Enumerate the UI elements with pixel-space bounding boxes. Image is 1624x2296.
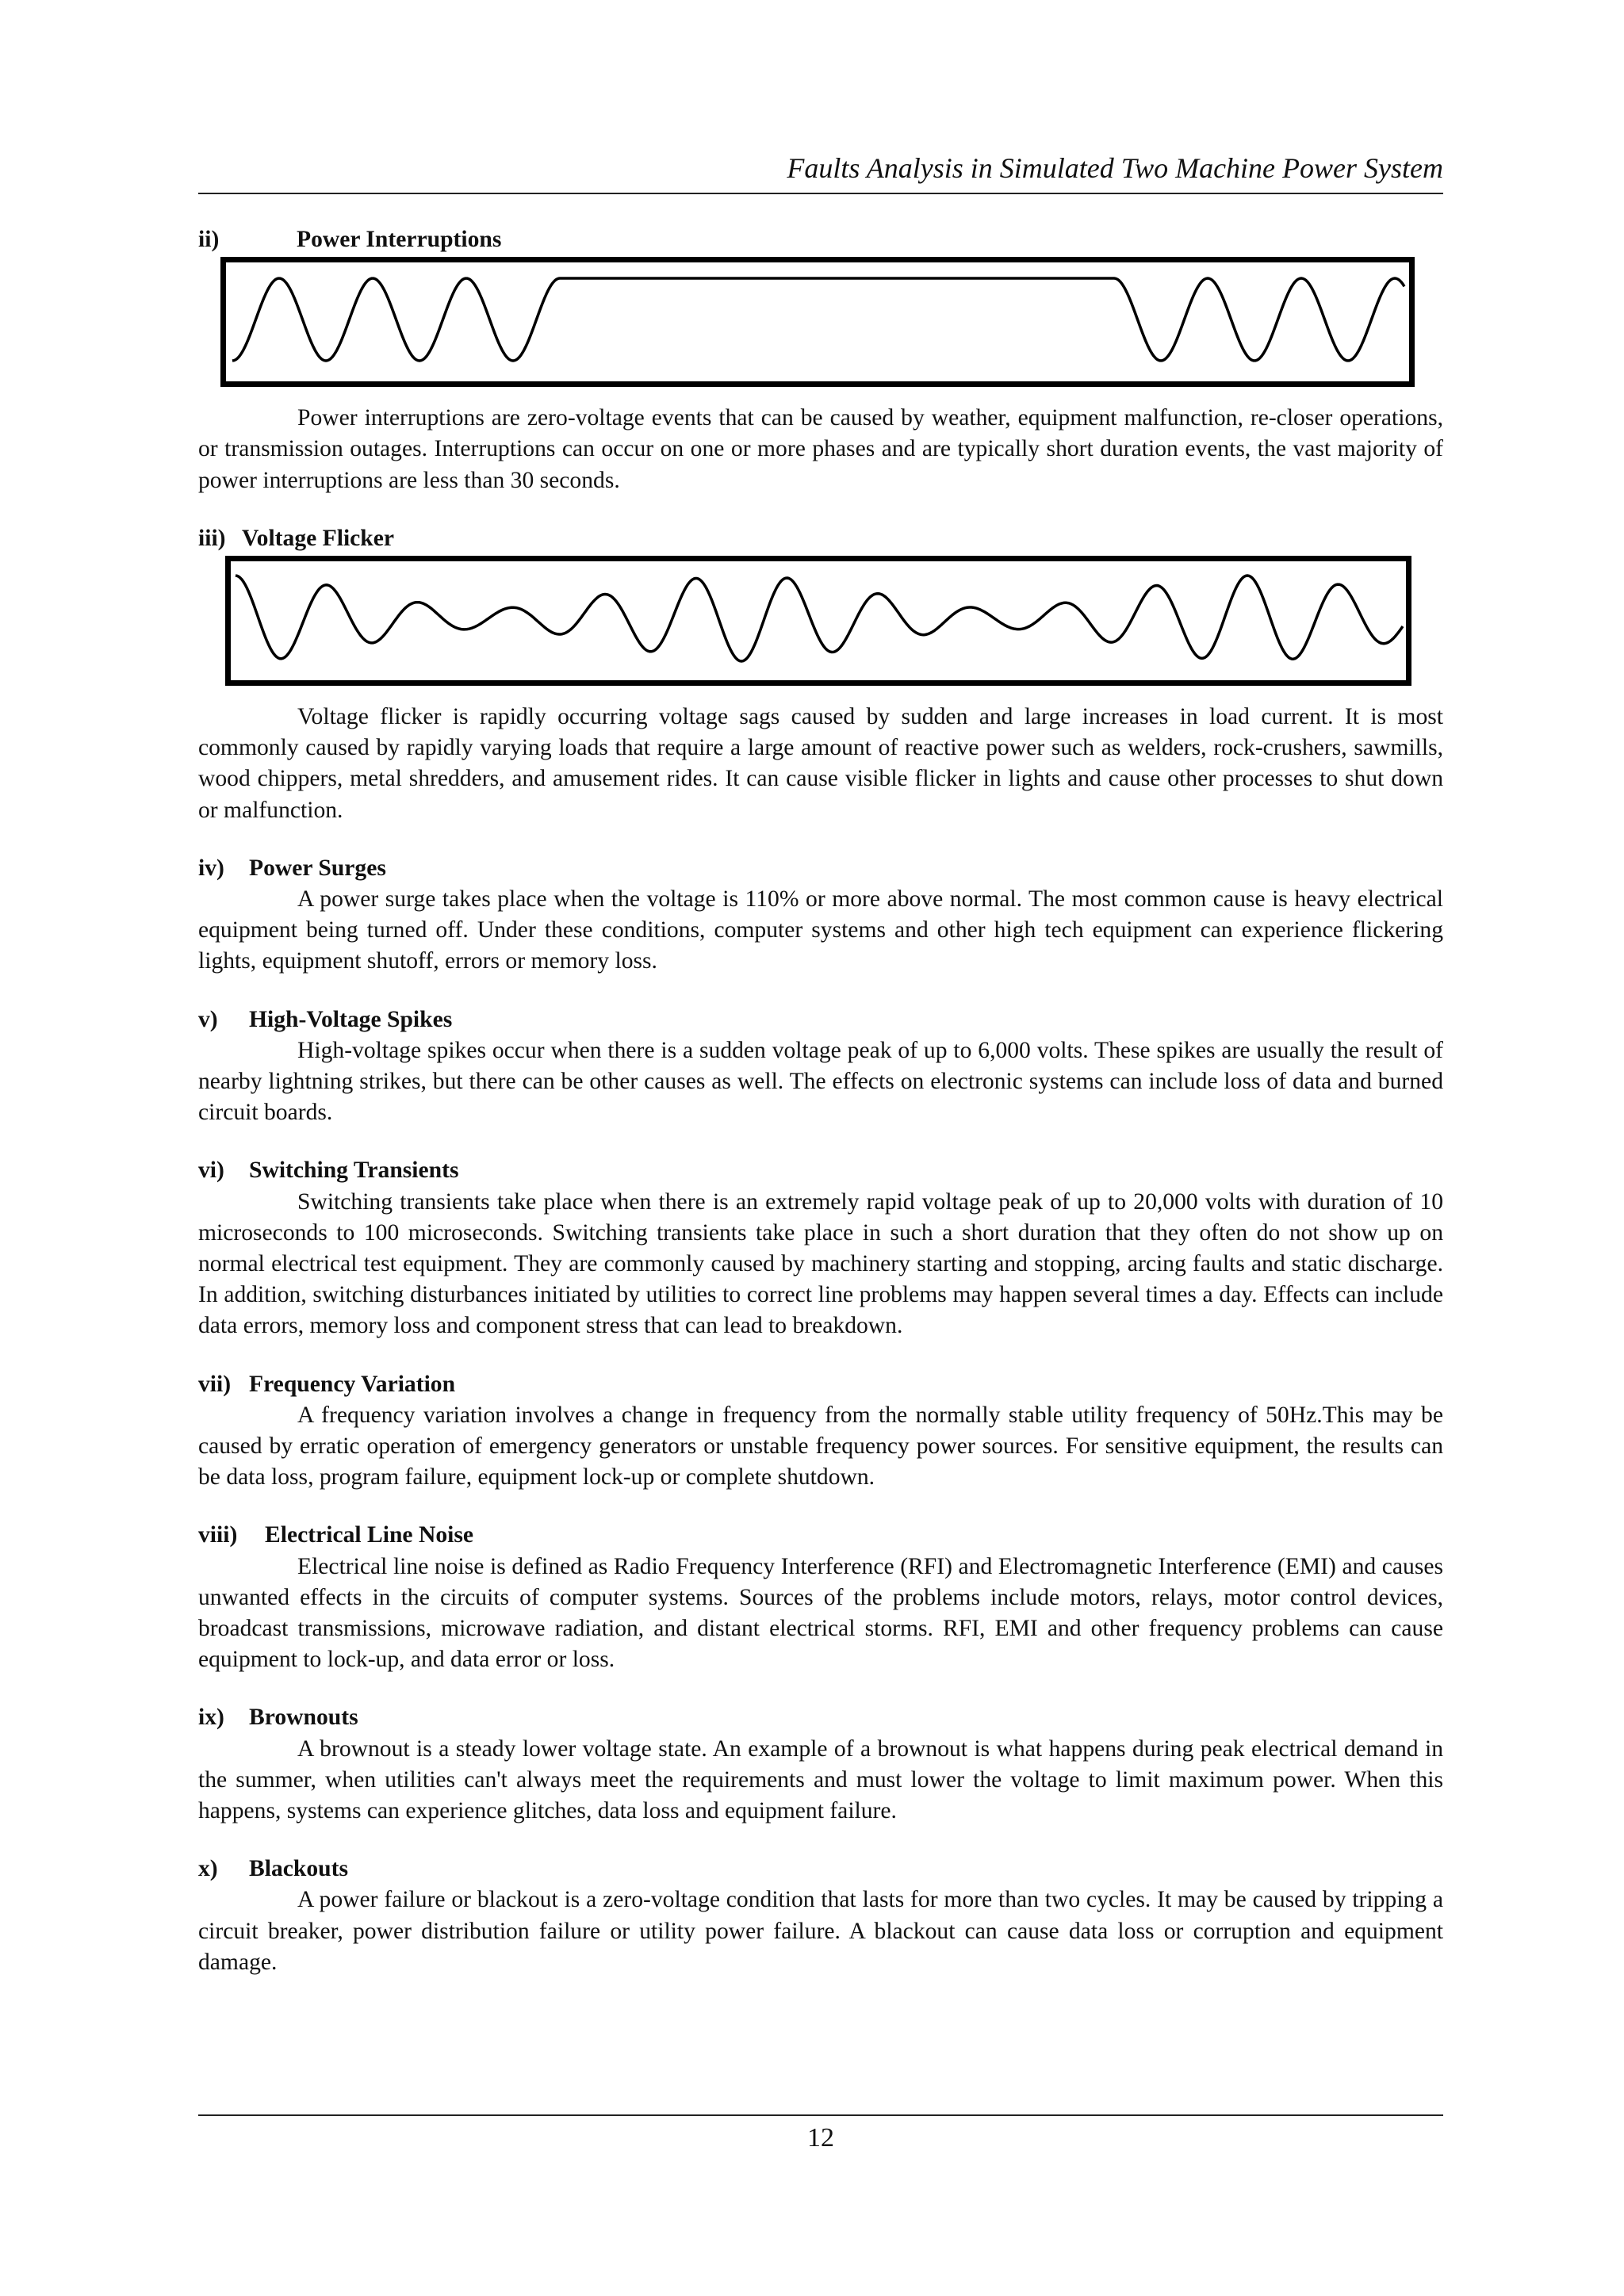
section-title: Brownouts (249, 1705, 358, 1731)
section-title: Switching Transients (249, 1158, 459, 1184)
section-body: A frequency variation involves a change in frequency from the normally stable utility frequency of 50Hz.This may be caused by erratic operation of emergency generators or unstable frequency power sources. For sensitive equipment, the results can be data loss, program failure, equipment lock-up or complete shutdown. (198, 1402, 1443, 1490)
section-body: Switching transients take place when there is an extremely rapid voltage peak of up to 20,000 volts with duration of 10 microseconds to 100 microseconds. Switching transients take place in such a short duration that they often do not show up on normal electrical test equipment. They are commonly caused by machinery starting and stopping, arcing faults and static discharge. In addition, switching disturbances initiated by utilities to correct line problems may happen several times a day. Effects can include data errors, memory loss and component stress that can lead to breakdown. (198, 1188, 1443, 1339)
section-title: High-Voltage Spikes (249, 1006, 453, 1032)
page-content (198, 224, 1443, 1978)
section-body: A power failure or blackout is a zero-voltage condition that lasts for more than two cycles. It may be caused by tripping a circuit breaker, power distribution failure or utility power failure. A blackout can cause data loss or corruption and equipment damage. (198, 1887, 1443, 1975)
section-body: Power interruptions are zero-voltage events that can be caused by weather, equipment malfunction, re-closer operations, or transmission outages. Interruptions can occur on one or more phases and are typically short duration events, the vast majority of power interruptions are less than 30 seconds. (198, 405, 1443, 493)
section-number: viii) (198, 1522, 238, 1548)
section-heading (198, 1854, 1443, 1885)
section-number: ii) (198, 227, 220, 252)
flicker-waveform-figure (225, 556, 1411, 686)
section-heading (198, 1155, 1443, 1186)
section-heading (198, 523, 1443, 554)
section-heading (198, 1702, 1443, 1733)
section-number: iii) (198, 525, 226, 551)
section-power-interruptions (198, 224, 1443, 496)
section-title: Power Interruptions (297, 227, 502, 252)
section-title: Frequency Variation (249, 1371, 456, 1397)
section-frequency-variation (198, 1369, 1443, 1494)
section-power-surges (198, 853, 1443, 978)
section-body: Voltage flicker is rapidly occurring voltage sags caused by sudden and large increases in load current. It is most commonly caused by rapidly varying loads that require a large amount of reactive power such as welders, rock-crushers, sawmills, wood chippers, metal shredders, and amusement rides. It can cause visible flicker in lights and cause other processes to shut down or malfunction. (198, 703, 1443, 823)
interruption-waveform-line (232, 278, 1404, 361)
section-number: vi) (198, 1158, 224, 1184)
section-body: A power surge takes place when the voltage is 110% or more above normal. The most common cause is heavy electrical equipment being turned off. Under these conditions, computer systems and other high tech equipment can experience flickering lights, equipment shutoff, errors or memory loss. (198, 886, 1443, 974)
section-title: Blackouts (249, 1856, 348, 1882)
page-number: 12 (807, 2123, 834, 2152)
section-number: iv) (198, 855, 224, 881)
section-switching-transients (198, 1155, 1443, 1341)
section-heading (198, 853, 1443, 884)
section-blackouts (198, 1854, 1443, 1978)
document-page (198, 0, 1443, 2296)
section-number: ix) (198, 1705, 224, 1731)
section-heading (198, 1369, 1443, 1400)
interruption-waveform (226, 262, 1409, 381)
section-title: Power Surges (249, 855, 386, 881)
section-electrical-line-noise (198, 1520, 1443, 1675)
section-number: x) (198, 1856, 218, 1882)
section-body: Electrical line noise is defined as Radio Frequency Interference (RFI) and Electromagnetic Interference (EMI) and causes unwanted effects in the circuits of computer systems. Sources of the problems include motors, relays, motor control devices, broadcast transmissions, microwave radiation, and distant electrical storms. RFI, EMI and other frequency problems can cause equipment to lock-up, and data error or loss. (198, 1553, 1443, 1673)
interruption-waveform-figure (220, 257, 1415, 387)
section-title: Electrical Line Noise (265, 1522, 473, 1548)
flicker-waveform (231, 561, 1406, 680)
running-header: Faults Analysis in Simulated Two Machine Power System (787, 152, 1443, 184)
section-high-voltage-spikes (198, 1004, 1443, 1129)
section-title: Voltage Flicker (242, 525, 395, 551)
section-heading (198, 1004, 1443, 1035)
section-number: vii) (198, 1371, 232, 1397)
section-number: v) (198, 1006, 218, 1032)
section-heading (198, 224, 1443, 255)
header-rule (198, 193, 1443, 194)
section-brownouts (198, 1702, 1443, 1827)
section-body: High-voltage spikes occur when there is a sudden voltage peak of up to 6,000 volts. These spikes are usually the result of nearby lightning strikes, but there can be other causes as well. The effects on electronic systems can include loss of data and burned circuit boards. (198, 1037, 1443, 1126)
flicker-waveform-line (236, 576, 1403, 661)
section-body: A brownout is a steady lower voltage state. An example of a brownout is what happens during peak electrical demand in the summer, when utilities can't always meet the requirements and must lower the voltage to limit maximum power. When this happens, systems can experience glitches, data loss and equipment failure. (198, 1735, 1443, 1823)
section-heading (198, 1520, 1443, 1551)
footer-rule (198, 2114, 1443, 2116)
section-voltage-flicker (198, 523, 1443, 826)
